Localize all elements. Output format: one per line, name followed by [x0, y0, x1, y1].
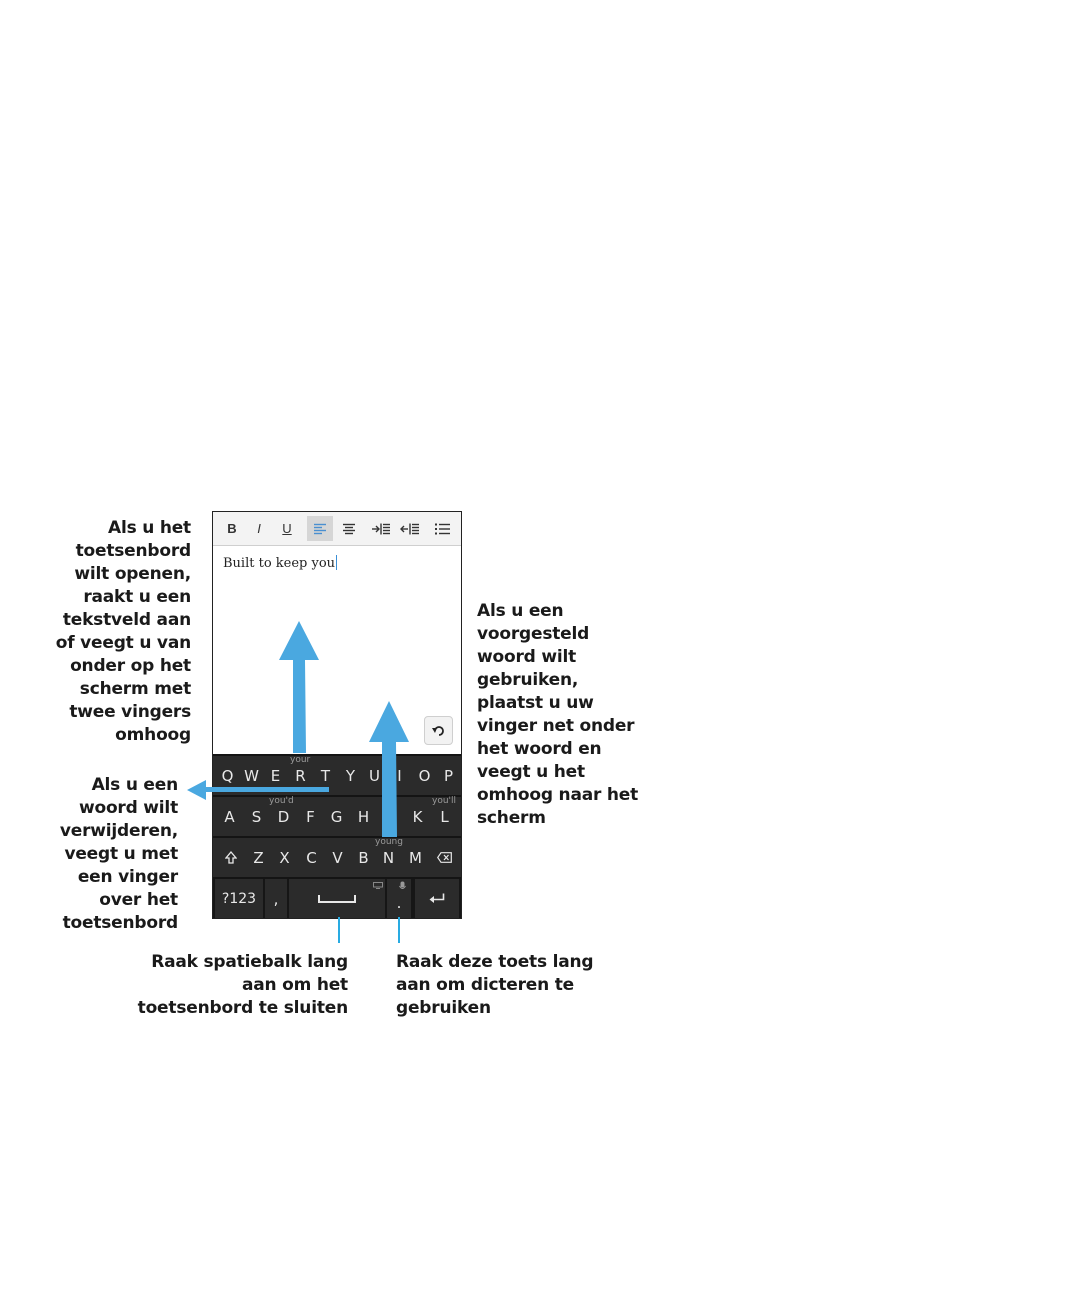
key-f[interactable]: F: [306, 807, 315, 826]
symbols-key[interactable]: ?123: [215, 879, 263, 918]
key-o[interactable]: O: [418, 766, 431, 785]
arrow-left-delete-word: [186, 779, 330, 801]
leader-line-dictation: [398, 917, 400, 943]
shift-icon: [225, 851, 237, 864]
prediction-youd[interactable]: you'd: [269, 796, 294, 806]
keyboard-small-icon: [373, 882, 383, 889]
keyboard-row-3: [213, 836, 461, 877]
align-center-button[interactable]: [336, 516, 362, 541]
key-a[interactable]: A: [224, 807, 235, 826]
callout-delete-word: Als u een woord wilt verwijderen, veegt u met een vinger over het toetsenbord: [59, 775, 178, 933]
key-s[interactable]: S: [251, 807, 262, 826]
enter-icon: [429, 893, 445, 904]
callout-spacebar: Raak spatiebalk lang aan om het toetsenbord te sluiten: [137, 952, 348, 1018]
callout-dictation: Raak deze toets lang aan om dicteren te gebruiken: [396, 952, 594, 1018]
editor-text: Built to keep you: [223, 556, 336, 571]
backspace-icon: [437, 852, 452, 863]
bullet-list-icon: [435, 523, 451, 535]
align-left-button[interactable]: [307, 516, 333, 541]
undo-button[interactable]: [424, 716, 453, 745]
key-q[interactable]: Q: [221, 766, 234, 785]
key-i[interactable]: I: [397, 766, 402, 785]
phone-screen: [212, 511, 462, 919]
prediction-youll[interactable]: you'll: [432, 796, 457, 806]
arrow-up-swipe-keyboard: [276, 620, 322, 754]
outdent-icon: [400, 523, 420, 535]
key-z[interactable]: Z: [253, 848, 264, 867]
key-r[interactable]: R: [295, 766, 306, 785]
align-center-icon: [342, 523, 356, 535]
enter-key[interactable]: [415, 879, 459, 918]
text-cursor: [336, 555, 337, 570]
key-p[interactable]: P: [443, 766, 454, 785]
key-y[interactable]: Y: [345, 766, 356, 785]
key-d[interactable]: D: [277, 807, 290, 826]
key-c[interactable]: C: [306, 848, 317, 867]
prediction-your[interactable]: your: [290, 755, 311, 765]
spacebar[interactable]: [289, 879, 385, 918]
arrow-up-suggested-word: [367, 700, 411, 838]
keyboard-row-4: [213, 877, 461, 918]
key-n[interactable]: N: [382, 848, 395, 867]
text-field[interactable]: [213, 546, 461, 754]
period-label: .: [396, 894, 402, 912]
key-b[interactable]: B: [358, 848, 369, 867]
space-icon: [318, 894, 356, 904]
key-t[interactable]: T: [320, 766, 331, 785]
key-g[interactable]: G: [330, 807, 343, 826]
format-toolbar: [213, 512, 461, 546]
align-left-icon: [313, 523, 327, 535]
key-x[interactable]: X: [279, 848, 290, 867]
leader-line-spacebar: [338, 917, 340, 943]
bullet-list-button[interactable]: [430, 516, 456, 541]
undo-icon: [432, 725, 446, 737]
key-m[interactable]: M: [409, 848, 422, 867]
shift-key[interactable]: [217, 838, 244, 877]
backspace-key[interactable]: [430, 838, 458, 877]
underline-button[interactable]: U: [282, 521, 292, 536]
outdent-button[interactable]: [397, 516, 423, 541]
indent-button[interactable]: [368, 516, 394, 541]
comma-key[interactable]: ,: [265, 879, 287, 918]
callout-open-keyboard: Als u het toetsenbord wilt openen, raakt u een tekstveld aan of veegt u van onder op het scherm met twee vingers omhoog: [55, 518, 191, 745]
keyboard-row-2: [213, 795, 461, 836]
callout-suggested-word: Als u een voorgesteld woord wilt gebruiken, plaatst u uw vinger net onder het woord en veegt u het omhoog naar het scherm: [477, 601, 639, 828]
italic-button[interactable]: I: [257, 521, 261, 536]
key-k[interactable]: K: [412, 807, 423, 826]
microphone-icon: [399, 881, 406, 892]
key-h[interactable]: H: [357, 807, 370, 826]
bold-button[interactable]: B: [227, 521, 237, 536]
key-u[interactable]: U: [369, 766, 380, 785]
indent-icon: [371, 523, 391, 535]
key-l[interactable]: L: [440, 807, 449, 826]
key-e[interactable]: E: [270, 766, 281, 785]
key-v[interactable]: V: [332, 848, 343, 867]
prediction-young[interactable]: young: [375, 837, 403, 847]
key-w[interactable]: W: [244, 766, 259, 785]
